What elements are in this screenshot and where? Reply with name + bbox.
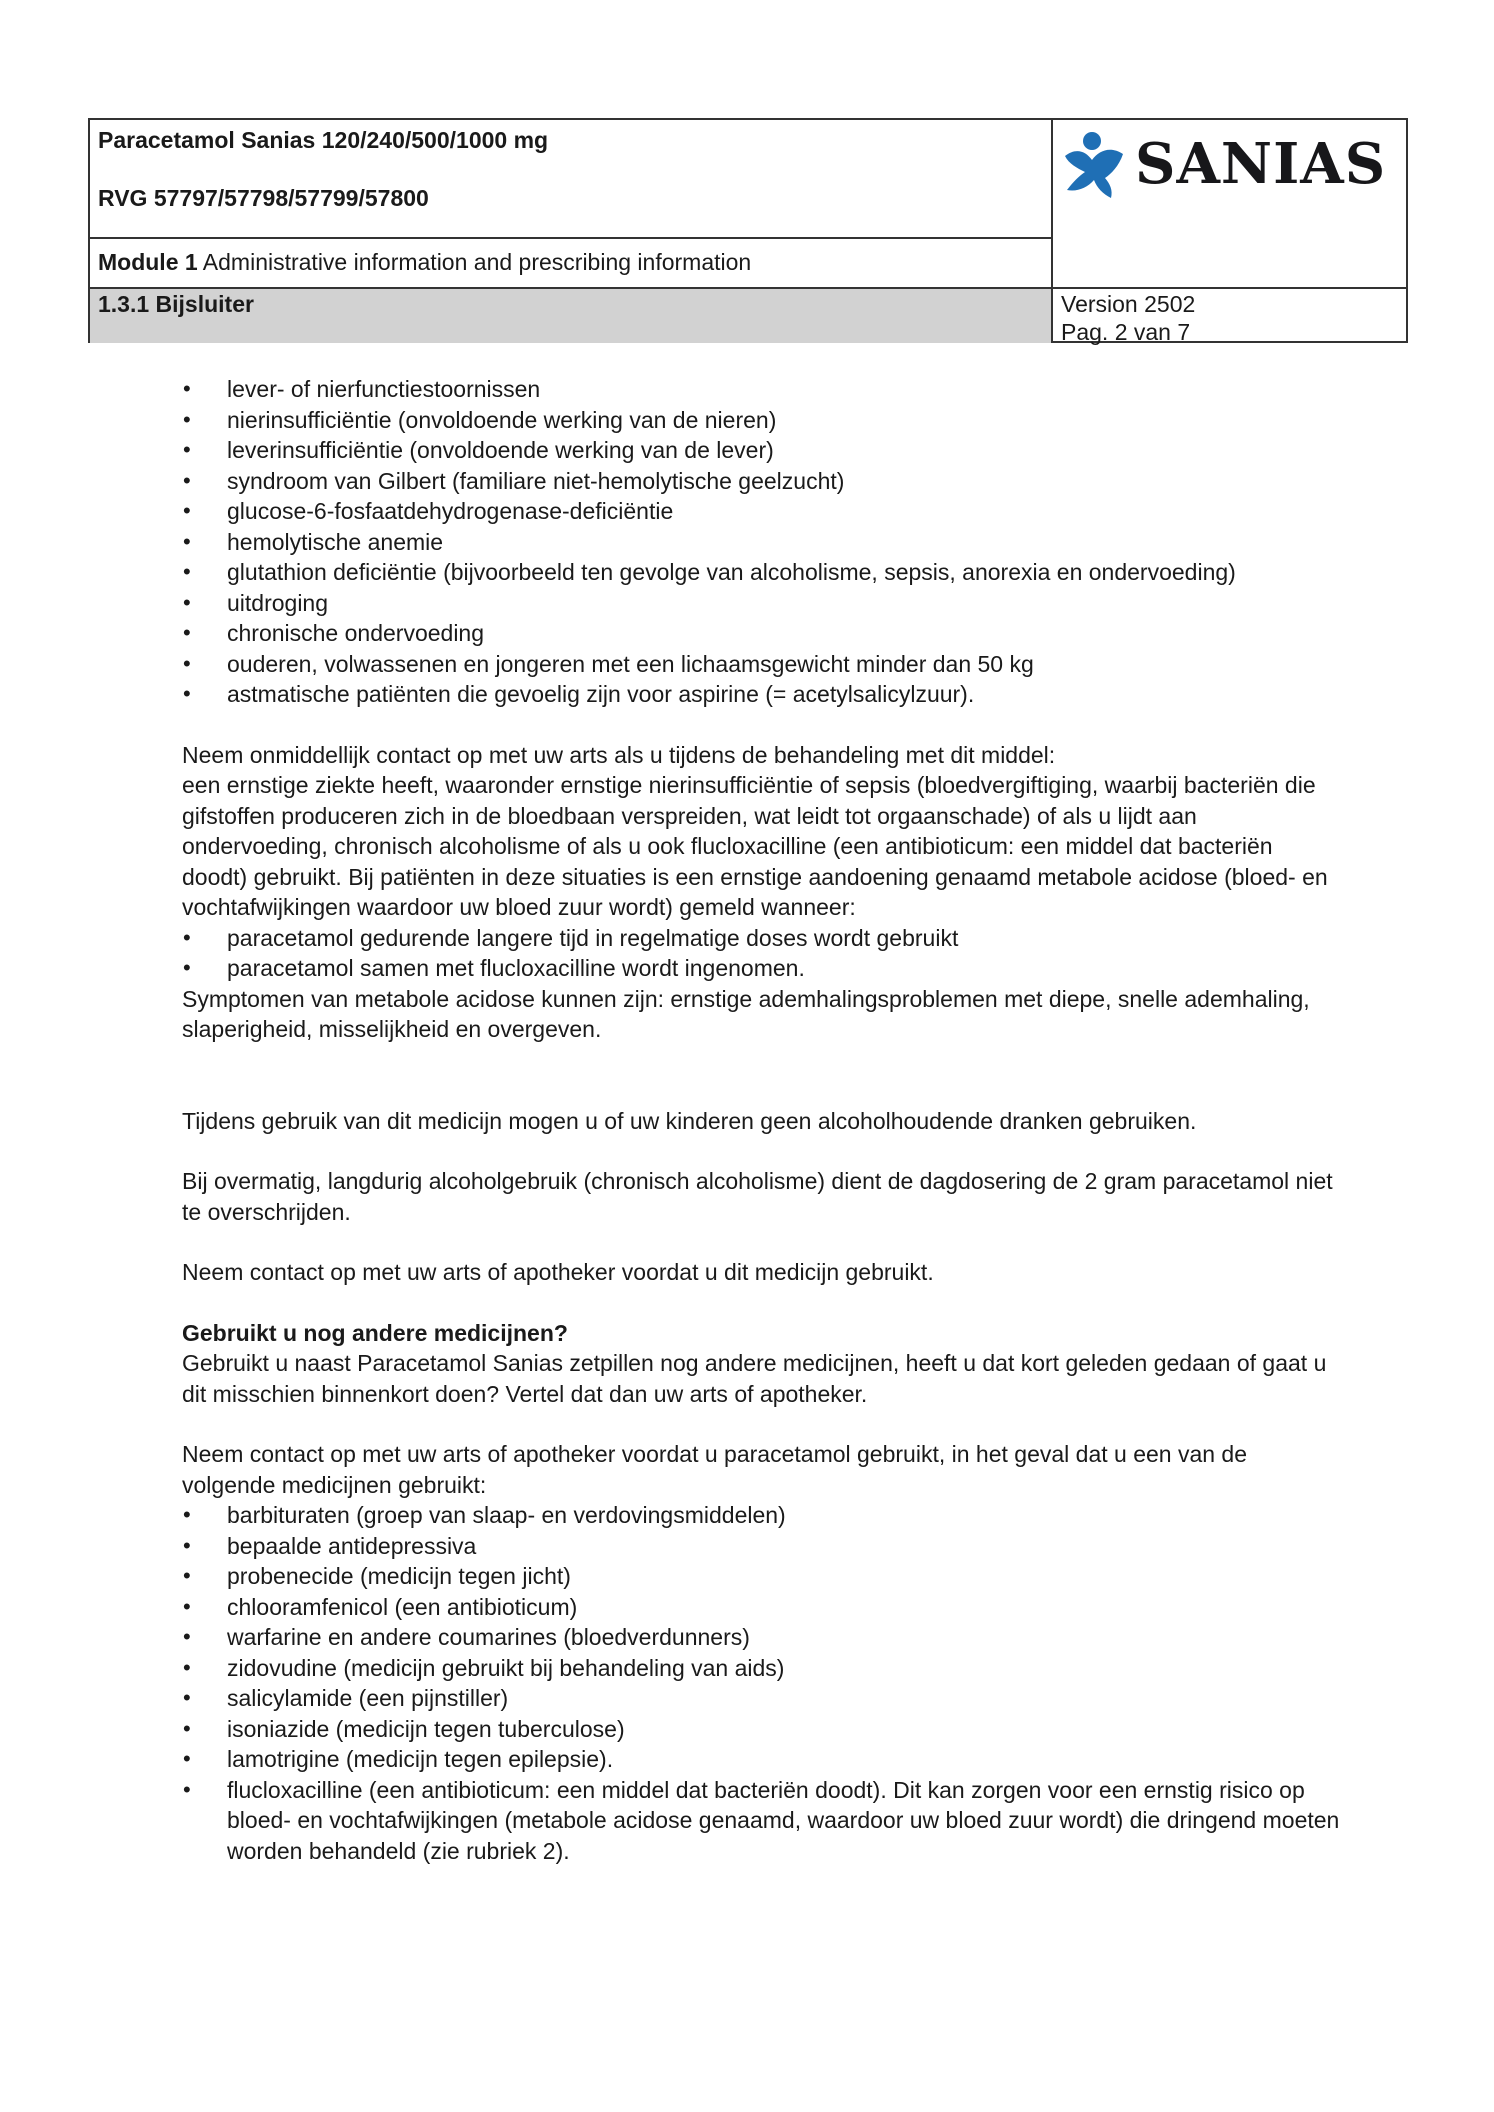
- section-title: 1.3.1 Bijsluiter: [90, 287, 1053, 343]
- list-item: • isoniazide (medicijn tegen tuberculose): [182, 1714, 1342, 1745]
- paragraph: Neem contact op met uw arts of apotheker voordat u paracetamol gebruikt, in het geval dat u een van de volgende medicijnen gebruikt:: [182, 1441, 1248, 1498]
- paragraph: een ernstige ziekte heeft, waaronder ernstige nierinsufficiëntie of sepsis (bloedvergiftiging, waarbij bacteriën die gifstoffen produceren zich in de bloedbaan verspreiden, wat leidt tot orgaanschade) of als u lijdt aan ondervoeding, chronisch alcoholisme of als u ook flucloxacilline (een antibioticum: een middel dat bacteriën doodt) gebruikt. Bij patiënten in deze situaties is een ernstige aandoening genaamd metabole acidose (bloed- en vochtafwijkingen waardoor uw bloed zuur wordt) gemeld wanneer:: [182, 772, 1328, 920]
- paragraph: Symptomen van metabole acidose kunnen zijn: ernstige ademhalingsproblemen met diepe, snelle ademhaling, slaperigheid, misselijkheid en overgeven.: [182, 985, 1310, 1042]
- list-item: • lamotrigine (medicijn tegen epilepsie).: [182, 1744, 1342, 1775]
- list-item: • glucose-6-fosfaatdehydrogenase-deficiëntie: [182, 496, 1342, 527]
- document-body: [182, 374, 1342, 1866]
- interaction-medicines-list: [182, 1500, 1342, 1866]
- list-item: • hemolytische anemie: [182, 527, 1342, 558]
- list-item: • salicylamide (een pijnstiller): [182, 1683, 1342, 1714]
- list-item: • chlooramfenicol (een antibioticum): [182, 1592, 1342, 1623]
- list-item: • syndroom van Gilbert (familiare niet-hemolytische geelzucht): [182, 466, 1342, 497]
- sanias-logo-icon: [1061, 130, 1127, 200]
- list-item: • astmatische patiënten die gevoelig zijn voor aspirine (= acetylsalicylzuur).: [182, 679, 1342, 710]
- list-item: • barbituraten (groep van slaap- en verdovingsmiddelen): [182, 1500, 1342, 1531]
- acidosis-condition-list: [182, 923, 1342, 984]
- list-item: • paracetamol samen met flucloxacilline wordt ingenomen.: [182, 953, 1342, 984]
- list-item: • chronische ondervoeding: [182, 618, 1342, 649]
- paragraph: Neem contact op met uw arts of apotheker voordat u dit medicijn gebruikt.: [182, 1259, 934, 1285]
- list-item: • nierinsufficiëntie (onvoldoende werking van de nieren): [182, 405, 1342, 436]
- list-item: • zidovudine (medicijn gebruikt bij behandeling van aids): [182, 1653, 1342, 1684]
- paragraph: Tijdens gebruik van dit medicijn mogen u of uw kinderen geen alcoholhoudende dranken gebruiken.: [182, 1107, 1197, 1134]
- module-cell: [90, 237, 1053, 287]
- list-item: • flucloxacilline (een antibioticum: een middel dat bacteriën doodt). Dit kan zorgen voor een ernstig risico op bloed- en vochtafwijkingen (metabole acidose genaamd, waardoor uw bloed zuur wordt) die dringend moeten worden behandeld (zie rubriek 2).: [182, 1775, 1342, 1867]
- paragraph: Gebruikt u naast Paracetamol Sanias zetpillen nog andere medicijnen, heeft u dat kort geleden gedaan of gaat u dit misschien binnenkort doen? Vertel dat dan uw arts of apotheker.: [182, 1350, 1327, 1407]
- section-heading: Gebruikt u nog andere medicijnen?: [182, 1319, 568, 1346]
- product-title: Paracetamol Sanias 120/240/500/1000 mg: [98, 127, 549, 153]
- module-label: Module 1: [98, 249, 198, 275]
- version-label: Version 2502: [1061, 291, 1196, 317]
- list-item: • warfarine en andere coumarines (bloedverdunners): [182, 1622, 1342, 1653]
- list-item: • bepaalde antidepressiva: [182, 1531, 1342, 1562]
- list-item: • ouderen, volwassenen en jongeren met een lichaamsgewicht minder dan 50 kg: [182, 649, 1342, 680]
- document-header: [88, 118, 1408, 343]
- page-number: Pag. 2 van 7: [1061, 319, 1191, 345]
- version-cell: [1053, 287, 1406, 343]
- module-text: Administrative information and prescribing information: [197, 249, 752, 275]
- product-cell: [90, 120, 1053, 237]
- rvg-number: RVG 57797/57798/57799/57800: [98, 185, 429, 211]
- list-item: • paracetamol gedurende langere tijd in regelmatige doses wordt gebruikt: [182, 923, 1342, 954]
- list-item: • lever- of nierfunctiestoornissen: [182, 374, 1342, 405]
- logo-cell: [1053, 120, 1406, 287]
- list-item: • leverinsufficiëntie (onvoldoende werking van de lever): [182, 435, 1342, 466]
- list-item: • probenecide (medicijn tegen jicht): [182, 1561, 1342, 1592]
- paragraph: Bij overmatig, langdurig alcoholgebruik (chronisch alcoholisme) dient de dagdosering de 2 gram paracetamol niet te overschrijden.: [182, 1168, 1333, 1225]
- list-item: • glutathion deficiëntie (bijvoorbeeld ten gevolge van alcoholisme, sepsis, anorexia en ondervoeding): [182, 557, 1342, 588]
- paragraph: Neem onmiddellijk contact op met uw arts als u tijdens de behandeling met dit middel:: [182, 741, 1056, 768]
- risk-group-list: [182, 374, 1342, 710]
- logo-wordmark: SANIAS: [1135, 131, 1387, 197]
- list-item: • uitdroging: [182, 588, 1342, 619]
